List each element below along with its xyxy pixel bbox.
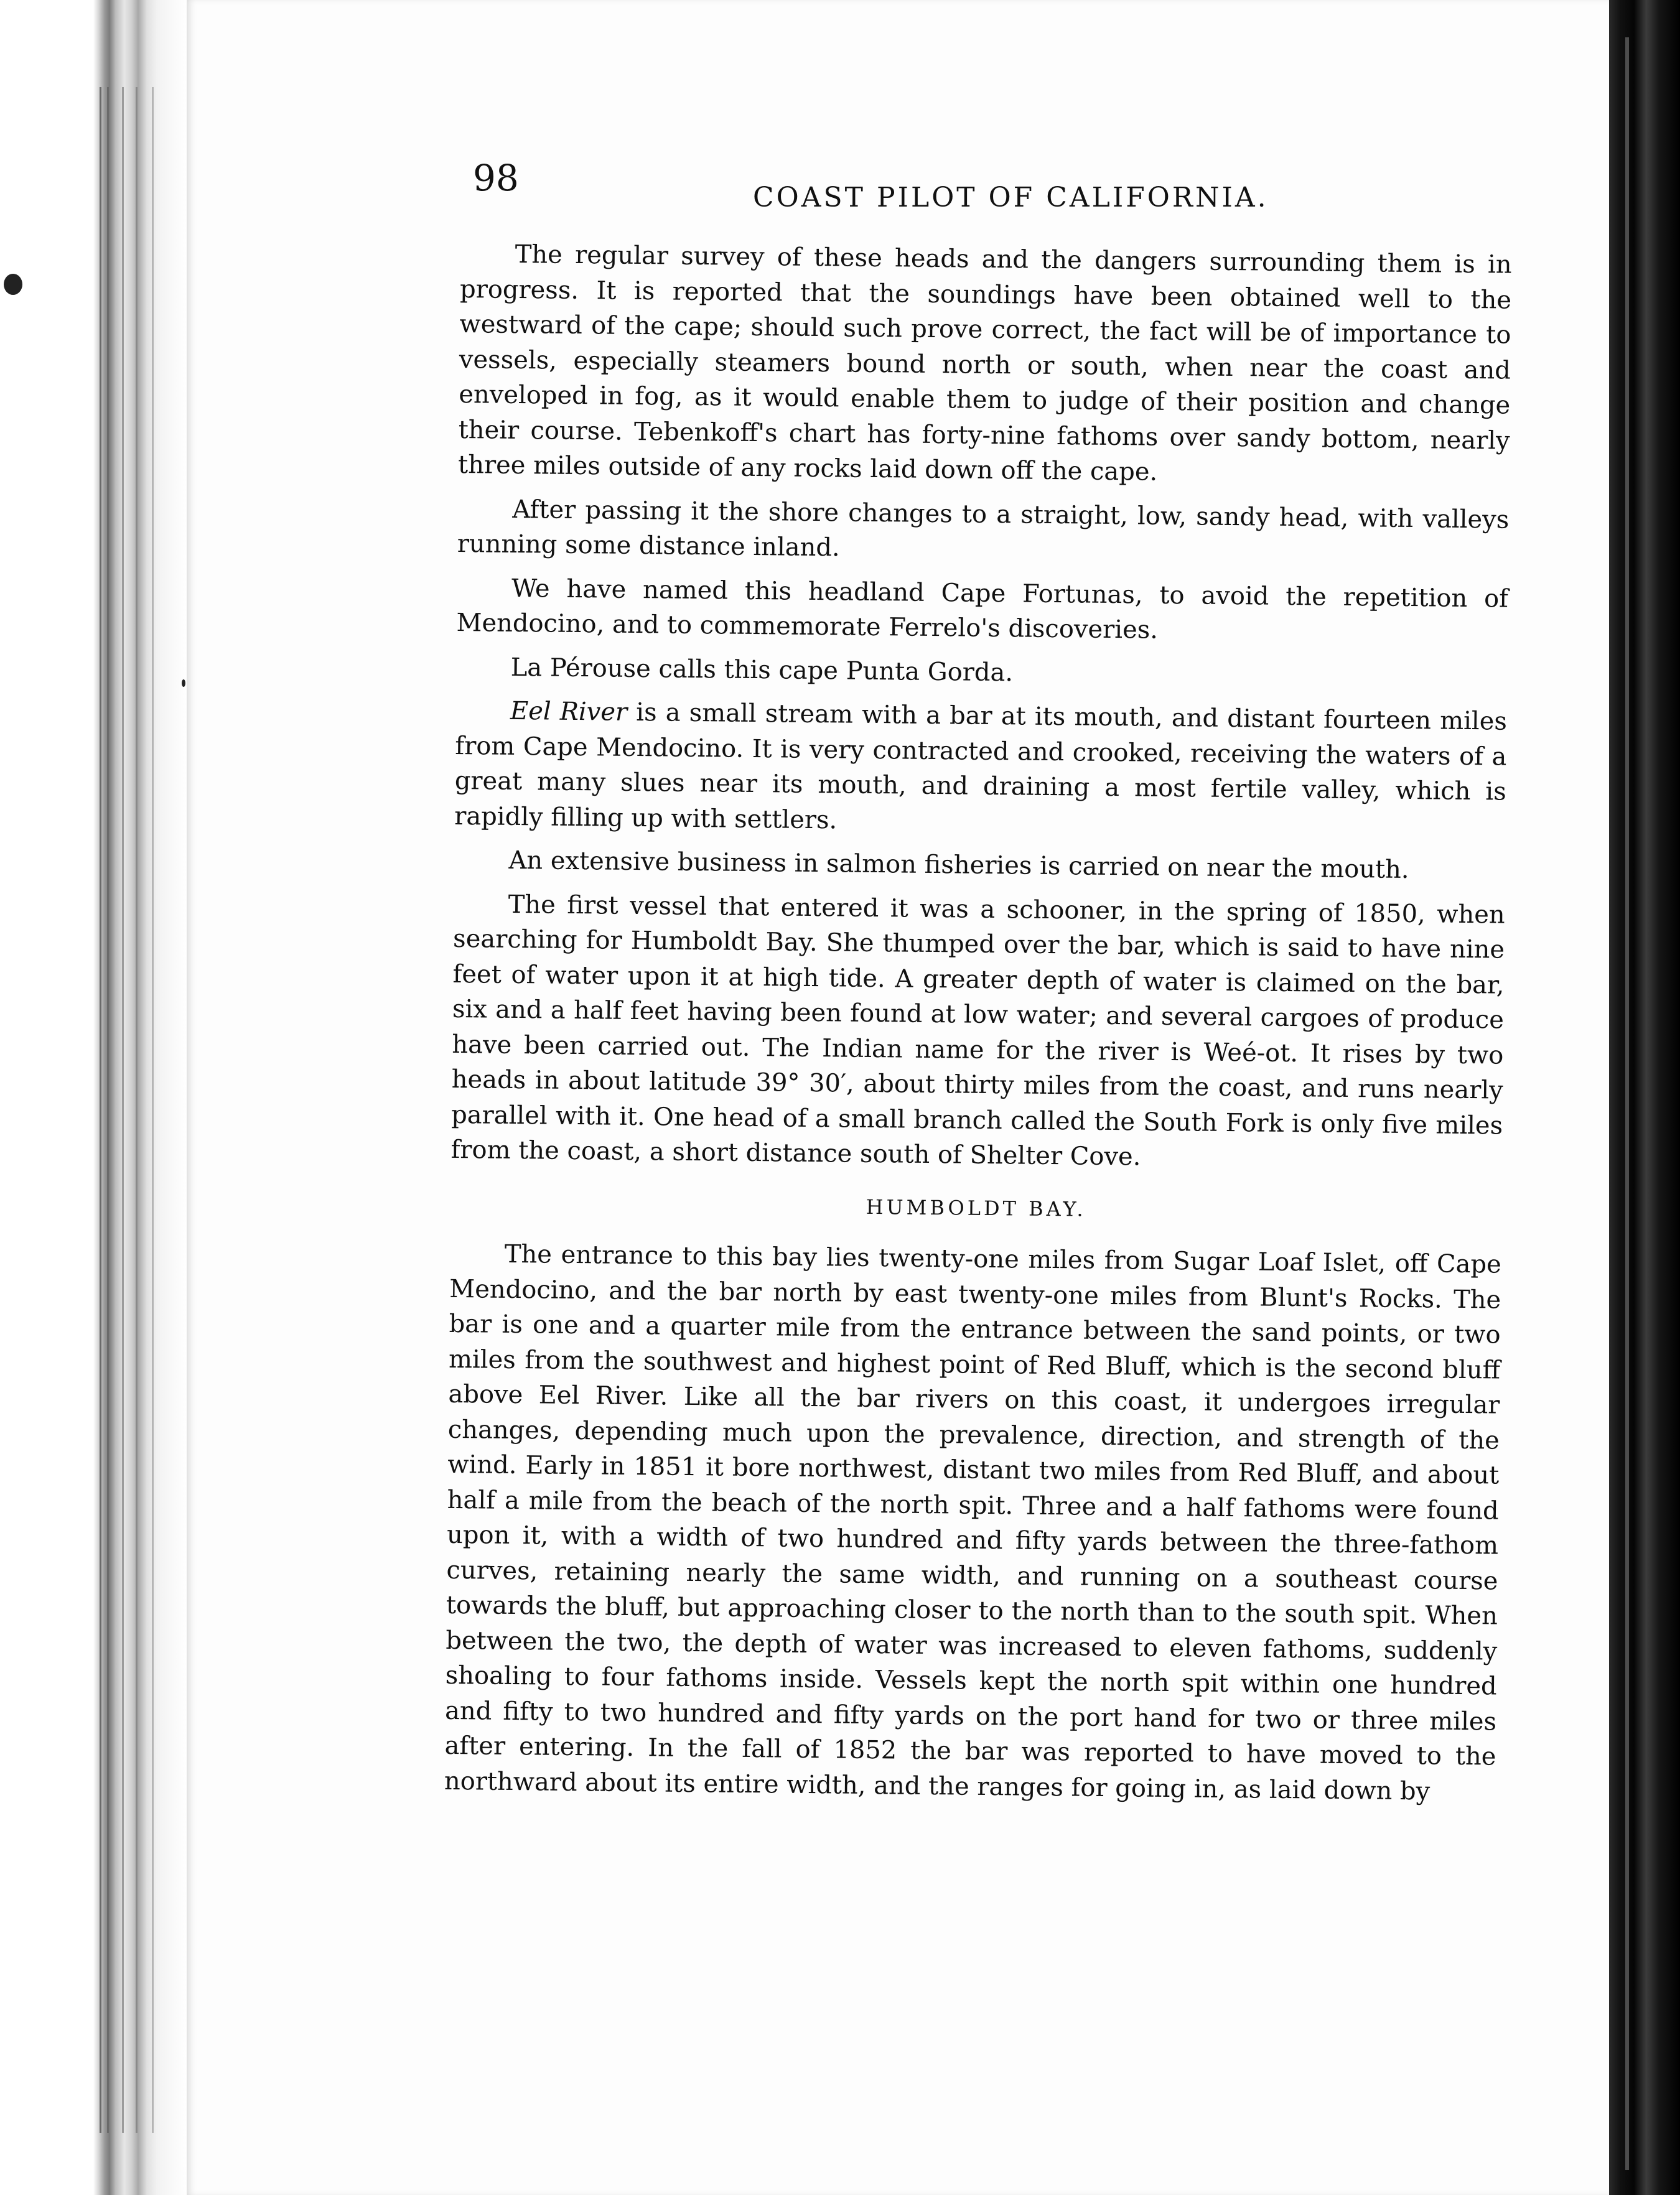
paragraph: The first vessel that entered it was a schooner, in the spring of 1850, when searching for Humboldt Bay. She thumped over the bar, which is said to have nine feet of water upon it at high tide. A greater depth of water is claimed on the bar, six and a half feet having been found at low water; and several cargoes of produce have been carried out. The Indian name for the river is Weé-ot. It rises by two heads in about latitude 39° 30′, about thirty miles from the coast, and runs nearly parallel with it. One head of a small branch called the South Fork is only five miles from the coast, a short distance south of Shelter Cove.: [450, 890, 1505, 1172]
scan-speck: [4, 274, 22, 295]
page-edge-line: [107, 87, 109, 2133]
page-number: 98: [473, 157, 519, 199]
eel-river-name: Eel River: [510, 696, 628, 727]
body-text: [444, 236, 1512, 1819]
paragraph: The entrance to this bay lies twenty-one miles from Sugar Loaf Islet, off Cape Mendocino, and the bar north by east twenty-one miles from Blunt's Rocks. The bar is one and a quarter mile from the entrance between the sand points, or two miles from the southwest and highest point of Red Bluff, which is the second bluff above Eel River. Like all the bar rivers on this coast, it undergoes irregular changes, depending much upon the prevalence, direction, and strength of the wind. Early in 1851 it bore northwest, distant two miles from Red Bluff, and about half a mile from the beach of the north spit. Three and a half fathoms were found upon it, with a width of two hundred and fifty yards between the three-fathom curves, retaining nearly the same width, and running on a southeast course towards the bluff, but approaching closer to the north than to the south spit. When between the two, the depth of water was increased to eleven fathoms, suddenly shoaling to four fathoms inside. Vessels kept the north spit within one hundred and fifty to two hundred and fifty yards on the port hand for two or three miles after entering. In the fall of 1852 the bar was reported to have moved to the northward about its entire width, and the ranges for going in, as laid down by: [444, 1239, 1502, 1806]
scan-speck: [182, 679, 185, 687]
page-edge-line: [152, 87, 154, 2133]
running-head: COAST PILOT OF CALIFORNIA.: [753, 182, 1269, 213]
page-edge-line: [136, 87, 138, 2133]
book-right-edge: [1609, 0, 1680, 2195]
paragraph: La Pérouse calls this cape Punta Gorda.: [510, 653, 1014, 687]
page-edge-line: [100, 87, 101, 2133]
book-binding: [0, 0, 187, 2195]
edge-highlight: [1625, 37, 1629, 2170]
eel-river-text: is a small stream with a bar at its mouth, and distant fourteen miles from Cape Mendocino. It is very contracted and crooked, receiving the waters of a great many slues near its mouth, and draining a most fertile valley, which is rapidly filling up with settlers.: [454, 697, 1508, 834]
paragraph: We have named this headland Cape Fortunas, to avoid the repetition of Mendocino, and to commemorate Ferrelo's discoveries.: [456, 574, 1509, 645]
paragraph: After passing it the shore changes to a straight, low, sandy head, with valleys running some distance inland.: [457, 495, 1510, 562]
section-heading: HUMBOLDT BAY.: [866, 1195, 1086, 1221]
paragraph: The regular survey of these heads and the dangers surrounding them is in progress. It is reported that the soundings have been obtained well to the westward of the cape; should such prove correct, the fact will be of importance to vessels, especially steamers bound north or south, when near the coast and enveloped in fog, as it would enable them to judge of their position and change their course. Tebenkoff's chart has forty-nine fathoms over sandy bottom, nearly three miles outside of any rocks laid down off the cape.: [457, 240, 1512, 487]
paragraph-eel-river: [454, 693, 1507, 845]
paragraph: An extensive business in salmon fisheries is carried on near the mouth.: [508, 846, 1409, 885]
page-edge-line: [122, 87, 124, 2133]
